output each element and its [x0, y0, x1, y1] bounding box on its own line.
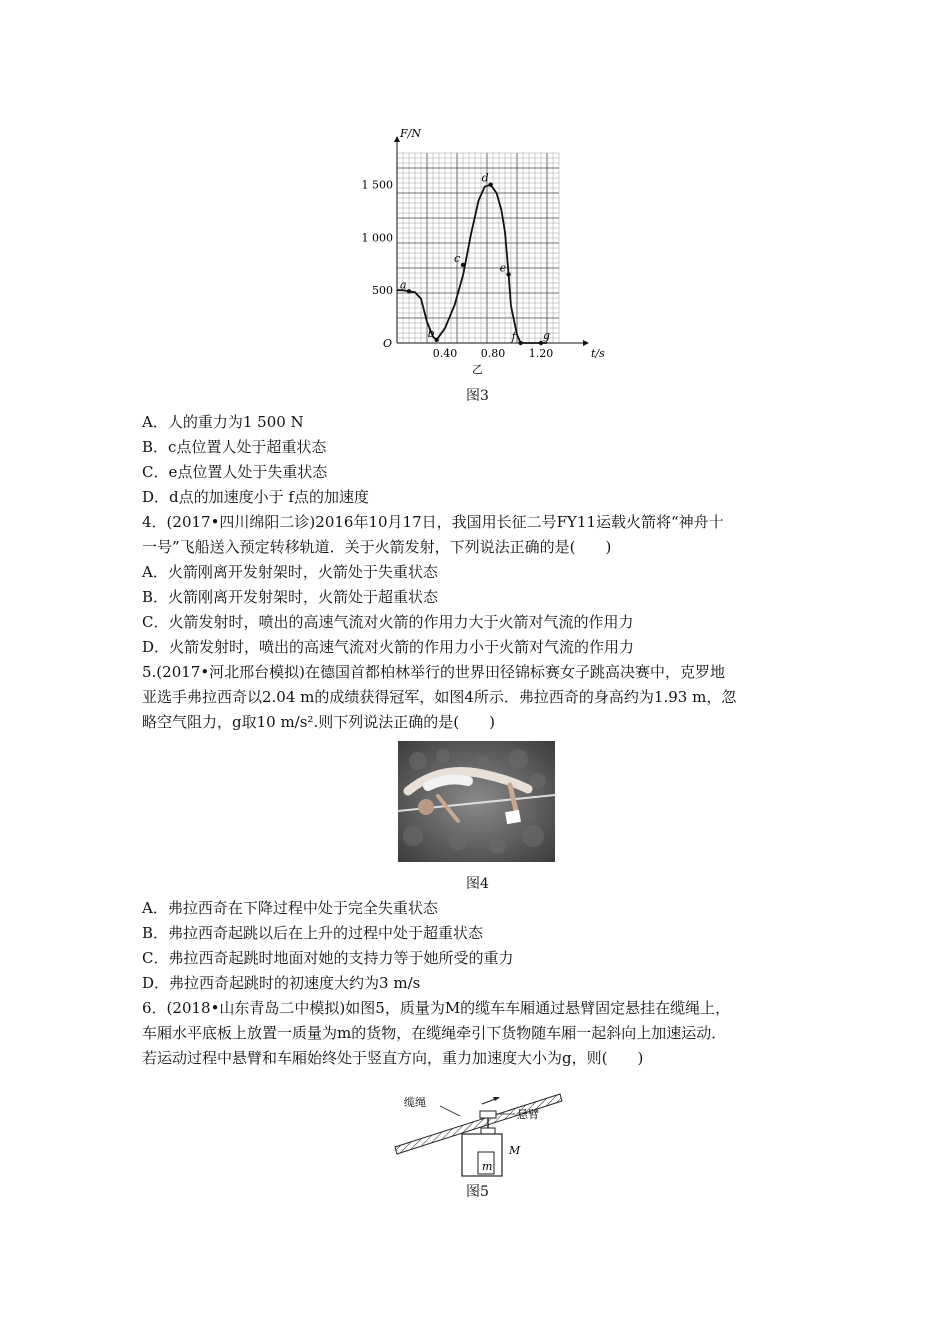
point-label-c: c: [454, 251, 461, 265]
x-axis-arrow: [583, 340, 589, 346]
point-d: [488, 182, 492, 186]
point-a: [407, 289, 411, 293]
sub-figure-label: 乙: [472, 363, 483, 376]
y-tick-label: 1 000: [361, 231, 393, 245]
point-e: [506, 272, 510, 276]
q3-option-c: C．e点位置人处于失重状态: [142, 463, 328, 481]
arm-label: 悬臂: [517, 1108, 539, 1121]
point-label-d: d: [481, 171, 489, 185]
q5-stem-line1: 5.(2017•河北邢台模拟)在德国首都柏林举行的世界田径锦标赛女子跳高决赛中，克罗地: [142, 663, 726, 681]
pulley: [480, 1111, 496, 1118]
x-tick-label: 1.20: [528, 347, 554, 360]
cable-car-diagram: [390, 1092, 570, 1177]
q3-option-a: A．人的重力为1 500 N: [142, 413, 304, 431]
q5-option-c: C．弗拉西奇起跳时地面对她的支持力等于她所受的重力: [142, 949, 514, 967]
q4-option-c: C．火箭发射时，喷出的高速气流对火箭的作用力大于火箭对气流的作用力: [142, 613, 634, 631]
figure5-caption: 图5: [466, 1184, 489, 1200]
q4-option-d: D．火箭发射时，喷出的高速气流对火箭的作用力小于火箭对气流的作用力: [142, 638, 635, 656]
q4-stem-line1: 4．(2017•四川绵阳二诊)2016年10月17日，我国用长征二号FY11运载火箭将“神舟十: [142, 513, 724, 531]
q5-option-b: B．弗拉西奇起跳以后在上升的过程中处于超重状态: [142, 924, 484, 942]
point-f: [518, 341, 522, 345]
q3-option-b: B．c点位置人处于超重状态: [142, 438, 327, 456]
origin-label: O: [383, 337, 393, 350]
figure3-caption: 图3: [466, 388, 489, 404]
point-label-g: g: [543, 329, 551, 342]
point-b: [434, 338, 438, 342]
force-curve: [397, 185, 547, 343]
q6-stem-line3: 若运动过程中悬臂和车厢始终处于竖直方向，重力加速度大小为g，则( ): [142, 1049, 644, 1067]
figure4-caption: 图4: [466, 876, 489, 892]
point-c: [461, 263, 465, 267]
q5-stem-line2: 亚选手弗拉西奇以2.04 m的成绩获得冠军，如图4所示．弗拉西奇的身高约为1.93 m，忽: [142, 688, 737, 706]
q4-option-b: B．火箭刚离开发射架时，火箭处于超重状态: [142, 588, 439, 606]
x-axis-label: t/s: [591, 347, 605, 360]
q3-option-d: D．d点的加速度小于 f点的加速度: [142, 488, 369, 506]
q5-stem-line3: 略空气阻力，g取10 m/s².则下列说法正确的是( ): [142, 713, 495, 731]
cable-label: 缆绳: [404, 1096, 426, 1109]
car-label: M: [509, 1144, 521, 1157]
x-tick-label: 0.80: [480, 347, 506, 360]
point-label-e: e: [499, 261, 507, 275]
x-tick-label: 0.40: [432, 347, 458, 360]
q5-option-d: D．弗拉西奇起跳时的初速度大约为3 m/s: [142, 974, 421, 992]
point-label-b: b: [427, 326, 435, 340]
force-time-chart: [355, 125, 605, 376]
car-hanger: [481, 1128, 495, 1134]
high-jump-photo: [398, 741, 555, 862]
y-tick-label: 1 500: [361, 178, 393, 192]
q6-stem-line1: 6．(2018•山东青岛二中模拟)如图5，质量为M的缆车车厢通过悬臂固定悬挂在缆绳上，: [142, 999, 731, 1017]
q6-stem-line2: 车厢水平底板上放置一质量为m的货物，在缆绳牵引下货物随车厢一起斜向上加速运动．: [142, 1024, 727, 1042]
point-label-f: f: [511, 330, 516, 343]
point-label-a: a: [400, 278, 407, 292]
q4-stem-line2: 一号”飞船送入预定转移轨道．关于火箭发射，下列说法正确的是( ): [142, 538, 612, 556]
q5-option-a: A．弗拉西奇在下降过程中处于完全失重状态: [142, 899, 438, 917]
y-tick-label: 500: [372, 284, 393, 298]
q4-option-a: A．火箭刚离开发射架时，火箭处于失重状态: [142, 563, 438, 581]
cargo-label: m: [482, 1160, 493, 1173]
y-axis-label: F/N: [400, 127, 421, 140]
